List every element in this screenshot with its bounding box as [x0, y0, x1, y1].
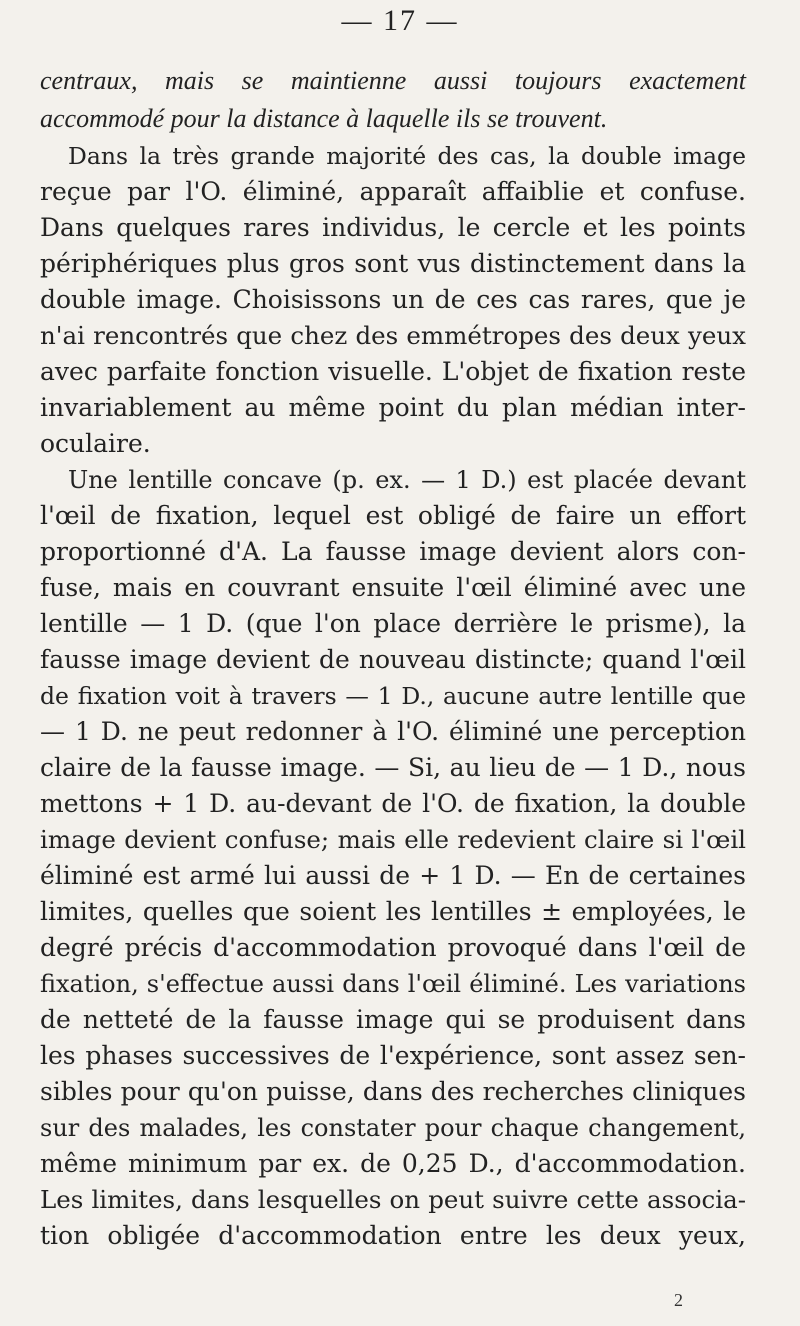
text-line: n'ai rencontrés que chez des emmétropes des deux yeux [40, 321, 746, 350]
text-line: lentille — 1 D. (que l'on place derrière le prisme), la [40, 609, 746, 638]
text-line: Dans la très grande majorité des cas, la double image [68, 142, 746, 170]
paragraph [40, 462, 746, 1254]
text-line: proportionné d'A. La fausse image devient alors con- [40, 537, 746, 566]
text-line: centraux, mais se maintienne aussi toujours exactement [40, 66, 746, 95]
text-line: tion obligée d'accommodation entre les deux yeux, [40, 1221, 746, 1250]
text-line: — 1 D. ne peut redonner à l'O. éliminé une perception [40, 717, 746, 746]
text-line: image devient confuse; mais elle redevient claire si l'œil [40, 825, 746, 854]
text-line: limites, quelles que soient les lentilles ± employées, le [40, 897, 746, 926]
text-line: mettons + 1 D. au-devant de l'O. de fixation, la double [40, 789, 746, 818]
text-line: double image. Choisissons un de ces cas rares, que je [40, 285, 746, 314]
text-line: fixation, s'effectue aussi dans l'œil éliminé. Les variations [40, 970, 746, 998]
text-line: même minimum par ex. de 0,25 D., d'accommodation. [40, 1149, 746, 1178]
text-line: claire de la fausse image. — Si, au lieu de — 1 D., nous [40, 753, 746, 782]
text-line: fuse, mais en couvrant ensuite l'œil éliminé avec une [40, 573, 746, 602]
text-line: périphériques plus gros sont vus distinctement dans la [40, 249, 746, 278]
text-line: l'œil de fixation, lequel est obligé de faire un effort [40, 501, 746, 530]
body-text [40, 62, 746, 1254]
paragraph-italic-continuation [40, 62, 746, 138]
text-line: de fixation voit à travers — 1 D., aucune autre lentille que [40, 682, 746, 710]
text-line: avec parfaite fonction visuelle. L'objet de fixation reste [40, 357, 746, 386]
text-line: fausse image devient de nouveau distincte; quand l'œil [40, 645, 746, 674]
page-number: — 17 — [341, 4, 459, 37]
paragraph [40, 138, 746, 462]
text-line: éliminé est armé lui aussi de + 1 D. — En de certaines [40, 861, 746, 890]
text-line: de netteté de la fausse image qui se produisent dans [40, 1005, 746, 1034]
text-line: reçue par l'O. éliminé, apparaît affaiblie et confuse. [40, 177, 746, 206]
text-line: Les limites, dans lesquelles on peut suivre cette associa- [40, 1185, 746, 1214]
text-line: les phases successives de l'expérience, sont assez sen- [40, 1041, 746, 1070]
text-line: Une lentille concave (p. ex. — 1 D.) est placée devant [68, 466, 746, 494]
text-line: invariablement au même point du plan médian inter- [40, 393, 746, 422]
text-line: sibles pour qu'on puisse, dans des recherches cliniques [40, 1077, 746, 1106]
text-line: oculaire. [40, 429, 151, 458]
text-line: accommodé pour la distance à laquelle ils se trouvent. [40, 104, 608, 133]
text-line: degré précis d'accommodation provoqué dans l'œil de [40, 933, 746, 962]
text-line: Dans quelques rares individus, le cercle et les points [40, 213, 746, 242]
signature-mark: 2 [674, 1290, 683, 1310]
text-line: sur des malades, les constater pour chaque changement, [40, 1114, 746, 1142]
